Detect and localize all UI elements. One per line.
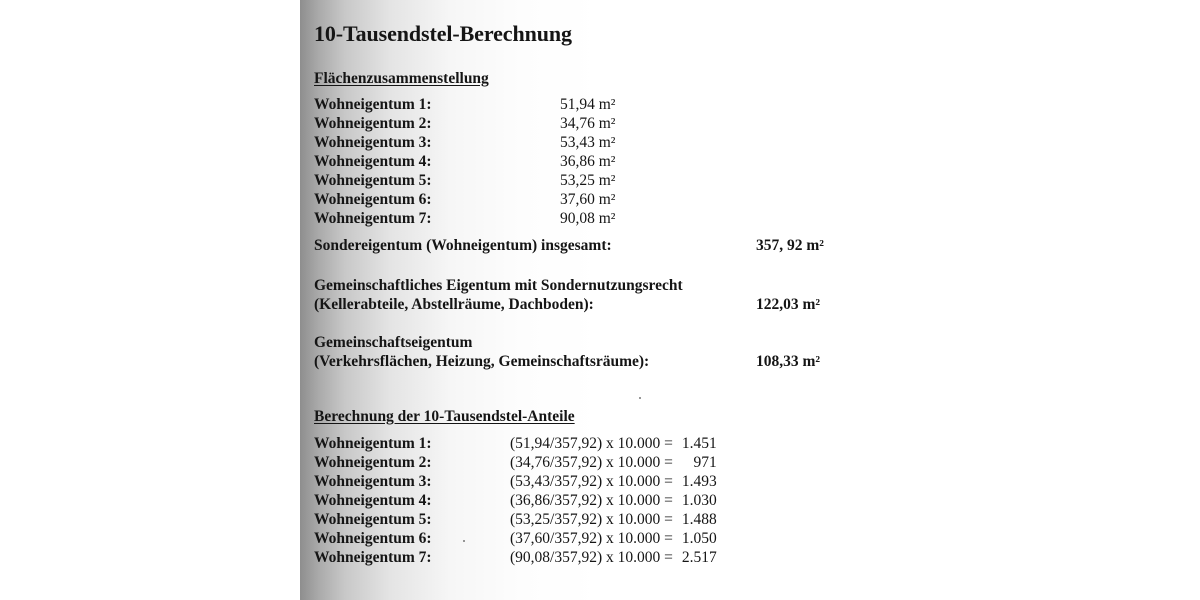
calc-result: 971 [693,454,717,471]
common-property-line-1: Gemeinschaftseigentum [314,334,473,351]
calc-result: 2.517 [681,549,717,566]
area-value: 53,43 m² [560,134,616,151]
scan-speck [639,397,641,399]
special-use-line-1: Gemeinschaftliches Eigentum mit Sondernutzungsrecht [314,277,683,294]
area-label: Wohneigentum 5: [314,172,432,189]
area-label: Wohneigentum 1: [314,96,432,113]
total-label: Sondereigentum (Wohneigentum) insgesamt: [314,237,612,254]
special-use-value: 122,03 m² [756,296,821,313]
calc-formula: (53,25/357,92) x 10.000 = [510,511,673,528]
area-label: Wohneigentum 7: [314,210,432,227]
area-value: 37,60 m² [560,191,616,208]
calc-label: Wohneigentum 4: [314,492,432,509]
calc-formula: (51,94/357,92) x 10.000 = [510,435,673,452]
calc-formula: (37,60/357,92) x 10.000 = [510,530,673,547]
area-label: Wohneigentum 4: [314,153,432,170]
calc-expression [510,529,717,548]
calc-result: 1.050 [681,530,717,547]
area-label: Wohneigentum 6: [314,191,432,208]
common-property-line-2: (Verkehrsflächen, Heizung, Gemeinschaftsräume): [314,353,650,370]
calc-formula: (34,76/357,92) x 10.000 = [510,454,673,471]
special-use-line-2: (Kellerabteile, Abstellräume, Dachboden): [314,296,594,313]
area-value: 34,76 m² [560,115,616,132]
calc-expression [510,491,717,510]
scanned-page [300,0,900,600]
area-value: 53,25 m² [560,172,616,189]
calc-result: 1.488 [681,511,717,528]
calc-label: Wohneigentum 7: [314,549,432,566]
calc-expression [510,548,717,567]
calc-expression [510,453,717,472]
calc-label: Wohneigentum 5: [314,511,432,528]
area-value: 90,08 m² [560,210,616,227]
calc-result: 1.451 [681,435,717,452]
calc-label: Wohneigentum 1: [314,435,432,452]
calc-formula: (90,08/357,92) x 10.000 = [510,549,673,566]
calc-label: Wohneigentum 6: [314,530,432,547]
calc-formula: (53,43/357,92) x 10.000 = [510,473,673,490]
calc-formula: (36,86/357,92) x 10.000 = [510,492,673,509]
area-summary-heading: Flächenzusammenstellung [314,70,489,87]
document-title: 10-Tausendstel-Berechnung [314,21,572,46]
area-value: 51,94 m² [560,96,616,113]
calc-expression [510,434,717,453]
area-label: Wohneigentum 2: [314,115,432,132]
area-label: Wohneigentum 3: [314,134,432,151]
calc-result: 1.030 [681,492,717,509]
common-property-value: 108,33 m² [756,353,821,370]
calc-expression [510,472,717,491]
scan-speck [463,540,465,542]
calc-label: Wohneigentum 2: [314,454,432,471]
calc-result: 1.493 [681,473,717,490]
calc-expression [510,510,717,529]
area-value: 36,86 m² [560,153,616,170]
total-value: 357, 92 m² [756,237,824,254]
share-calculation-heading: Berechnung der 10-Tausendstel-Anteile [314,408,575,425]
calc-label: Wohneigentum 3: [314,473,432,490]
